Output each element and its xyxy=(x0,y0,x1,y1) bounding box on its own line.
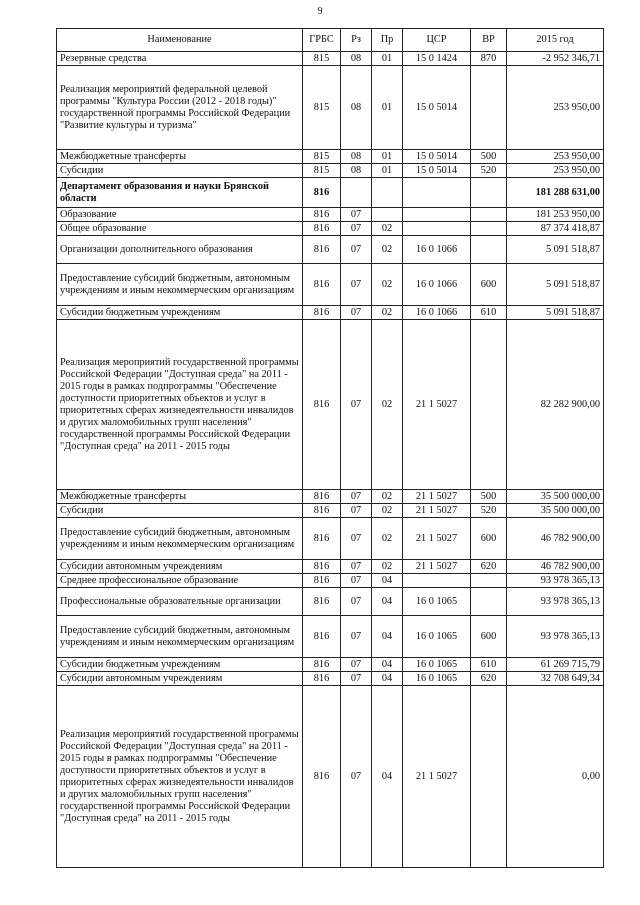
cell-pr: 02 xyxy=(372,222,403,236)
cell-amount: 35 500 000,00 xyxy=(507,490,604,504)
cell-vr: 500 xyxy=(471,490,507,504)
table-row xyxy=(57,574,604,588)
cell-pr: 04 xyxy=(372,574,403,588)
cell-csr: 16 0 1065 xyxy=(403,672,471,686)
cell-csr xyxy=(403,208,471,222)
cell-grbs: 816 xyxy=(303,672,341,686)
cell-vr: 600 xyxy=(471,264,507,306)
cell-amount: 181 288 631,00 xyxy=(507,178,604,208)
cell-csr xyxy=(403,574,471,588)
cell-name: Организации дополнительного образования xyxy=(57,236,303,264)
cell-vr xyxy=(471,222,507,236)
cell-pr: 02 xyxy=(372,320,403,490)
cell-amount: 5 091 518,87 xyxy=(507,236,604,264)
cell-vr: 620 xyxy=(471,560,507,574)
table-row xyxy=(57,178,604,208)
cell-vr xyxy=(471,320,507,490)
cell-pr: 04 xyxy=(372,658,403,672)
cell-csr: 21 1 5027 xyxy=(403,320,471,490)
cell-vr: 870 xyxy=(471,52,507,66)
cell-amount: 0,00 xyxy=(507,686,604,868)
cell-vr xyxy=(471,208,507,222)
cell-csr: 21 1 5027 xyxy=(403,490,471,504)
col-header-vr: ВР xyxy=(471,29,507,52)
table-row xyxy=(57,264,604,306)
cell-name: Субсидии бюджетным учреждениям xyxy=(57,658,303,672)
cell-name: Субсидии xyxy=(57,504,303,518)
cell-name: Предоставление субсидий бюджетным, автономным учреждениям и иным некоммерческим организациям xyxy=(57,616,303,658)
table-row xyxy=(57,208,604,222)
cell-name: Предоставление субсидий бюджетным, автономным учреждениям и иным некоммерческим организациям xyxy=(57,264,303,306)
cell-grbs: 815 xyxy=(303,66,341,150)
table-row xyxy=(57,306,604,320)
cell-grbs: 815 xyxy=(303,164,341,178)
cell-name: Предоставление субсидий бюджетным, автономным учреждениям и иным некоммерческим организациям xyxy=(57,518,303,560)
cell-grbs: 815 xyxy=(303,150,341,164)
cell-name: Субсидии автономным учреждениям xyxy=(57,560,303,574)
cell-grbs: 816 xyxy=(303,306,341,320)
cell-amount: 5 091 518,87 xyxy=(507,264,604,306)
cell-name: Реализация мероприятий федеральной целевой программы "Культура России (2012 - 2018 годы)" государственной программы Российской Федерации "Развитие культуры и туризма" xyxy=(57,66,303,150)
cell-amount: 253 950,00 xyxy=(507,150,604,164)
cell-amount: -2 952 346,71 xyxy=(507,52,604,66)
cell-csr xyxy=(403,178,471,208)
table-row xyxy=(57,504,604,518)
cell-amount: 181 253 950,00 xyxy=(507,208,604,222)
cell-rz: 07 xyxy=(341,616,372,658)
cell-rz: 07 xyxy=(341,264,372,306)
table-row xyxy=(57,672,604,686)
cell-amount: 93 978 365,13 xyxy=(507,588,604,616)
cell-vr xyxy=(471,66,507,150)
cell-vr xyxy=(471,574,507,588)
cell-pr: 04 xyxy=(372,616,403,658)
cell-amount: 5 091 518,87 xyxy=(507,306,604,320)
cell-name: Субсидии бюджетным учреждениям xyxy=(57,306,303,320)
table-row xyxy=(57,66,604,150)
cell-amount: 253 950,00 xyxy=(507,164,604,178)
table-row xyxy=(57,52,604,66)
cell-vr: 610 xyxy=(471,306,507,320)
cell-grbs: 816 xyxy=(303,178,341,208)
table-row xyxy=(57,658,604,672)
cell-csr: 15 0 1424 xyxy=(403,52,471,66)
cell-pr: 02 xyxy=(372,306,403,320)
cell-grbs: 816 xyxy=(303,574,341,588)
cell-vr: 500 xyxy=(471,150,507,164)
cell-rz: 07 xyxy=(341,588,372,616)
table-row xyxy=(57,320,604,490)
cell-rz: 07 xyxy=(341,208,372,222)
cell-amount: 87 374 418,87 xyxy=(507,222,604,236)
cell-vr: 610 xyxy=(471,658,507,672)
cell-vr: 620 xyxy=(471,672,507,686)
cell-name: Межбюджетные трансферты xyxy=(57,150,303,164)
cell-amount: 32 708 649,34 xyxy=(507,672,604,686)
budget-table xyxy=(56,28,604,868)
cell-rz: 07 xyxy=(341,222,372,236)
col-header-grbs: ГРБС xyxy=(303,29,341,52)
cell-name: Субсидии xyxy=(57,164,303,178)
cell-name: Реализация мероприятий государственной программы Российской Федерации "Доступная среда" на 2011 - 2015 годы в рамках подпрограммы "Обеспечение доступности приоритетных объектов и услуг в приоритетных сферах жизнедеятельности инвалидов и других маломобильных групп населения" государственной программы Российской Федерации "Доступная среда" на 2011 - 2015 годы xyxy=(57,686,303,868)
cell-name: Резервные средства xyxy=(57,52,303,66)
table-row xyxy=(57,222,604,236)
cell-pr: 04 xyxy=(372,588,403,616)
cell-grbs: 816 xyxy=(303,616,341,658)
col-header-rz: Рз xyxy=(341,29,372,52)
cell-grbs: 816 xyxy=(303,222,341,236)
cell-rz: 07 xyxy=(341,686,372,868)
cell-pr: 02 xyxy=(372,518,403,560)
cell-amount: 253 950,00 xyxy=(507,66,604,150)
cell-rz: 07 xyxy=(341,306,372,320)
page-number: 9 xyxy=(317,6,323,17)
table-row xyxy=(57,560,604,574)
cell-csr: 21 1 5027 xyxy=(403,560,471,574)
cell-vr xyxy=(471,178,507,208)
cell-rz: 08 xyxy=(341,164,372,178)
cell-name: Межбюджетные трансферты xyxy=(57,490,303,504)
cell-name: Департамент образования и науки Брянской области xyxy=(57,178,303,208)
cell-csr: 15 0 5014 xyxy=(403,66,471,150)
cell-rz: 07 xyxy=(341,574,372,588)
cell-grbs: 816 xyxy=(303,504,341,518)
cell-rz: 08 xyxy=(341,52,372,66)
cell-grbs: 816 xyxy=(303,236,341,264)
table-row xyxy=(57,588,604,616)
cell-grbs: 816 xyxy=(303,320,341,490)
cell-grbs: 816 xyxy=(303,518,341,560)
table-header-row xyxy=(57,29,604,52)
cell-vr: 600 xyxy=(471,518,507,560)
cell-pr: 01 xyxy=(372,164,403,178)
cell-grbs: 816 xyxy=(303,686,341,868)
table-row xyxy=(57,518,604,560)
cell-name: Образование xyxy=(57,208,303,222)
cell-vr: 520 xyxy=(471,504,507,518)
cell-name: Профессиональные образовательные организации xyxy=(57,588,303,616)
cell-rz: 07 xyxy=(341,236,372,264)
cell-rz: 07 xyxy=(341,320,372,490)
cell-grbs: 816 xyxy=(303,264,341,306)
cell-pr: 02 xyxy=(372,560,403,574)
cell-vr: 600 xyxy=(471,616,507,658)
cell-vr: 520 xyxy=(471,164,507,178)
cell-grbs: 816 xyxy=(303,658,341,672)
cell-amount: 61 269 715,79 xyxy=(507,658,604,672)
cell-csr: 21 1 5027 xyxy=(403,504,471,518)
cell-pr: 02 xyxy=(372,264,403,306)
table-row xyxy=(57,236,604,264)
cell-pr xyxy=(372,208,403,222)
cell-grbs: 816 xyxy=(303,588,341,616)
cell-csr xyxy=(403,222,471,236)
cell-vr xyxy=(471,236,507,264)
cell-csr: 15 0 5014 xyxy=(403,164,471,178)
cell-pr xyxy=(372,178,403,208)
cell-vr xyxy=(471,588,507,616)
table-row xyxy=(57,616,604,658)
cell-amount: 93 978 365,13 xyxy=(507,574,604,588)
table-row xyxy=(57,490,604,504)
cell-grbs: 816 xyxy=(303,560,341,574)
cell-rz: 07 xyxy=(341,672,372,686)
cell-pr: 01 xyxy=(372,150,403,164)
cell-amount: 46 782 900,00 xyxy=(507,518,604,560)
cell-csr: 16 0 1065 xyxy=(403,658,471,672)
cell-csr: 21 1 5027 xyxy=(403,686,471,868)
cell-amount: 82 282 900,00 xyxy=(507,320,604,490)
col-header-amount: 2015 год xyxy=(507,29,604,52)
cell-pr: 02 xyxy=(372,236,403,264)
cell-rz xyxy=(341,178,372,208)
cell-name: Среднее профессиональное образование xyxy=(57,574,303,588)
col-header-pr: Пр xyxy=(372,29,403,52)
cell-rz: 07 xyxy=(341,518,372,560)
table-row xyxy=(57,686,604,868)
cell-name: Субсидии автономным учреждениям xyxy=(57,672,303,686)
cell-rz: 08 xyxy=(341,66,372,150)
cell-rz: 07 xyxy=(341,504,372,518)
cell-csr: 16 0 1066 xyxy=(403,306,471,320)
cell-pr: 01 xyxy=(372,52,403,66)
cell-csr: 16 0 1065 xyxy=(403,588,471,616)
cell-grbs: 816 xyxy=(303,208,341,222)
cell-csr: 15 0 5014 xyxy=(403,150,471,164)
cell-amount: 93 978 365,13 xyxy=(507,616,604,658)
cell-rz: 07 xyxy=(341,560,372,574)
cell-grbs: 816 xyxy=(303,490,341,504)
cell-name: Общее образование xyxy=(57,222,303,236)
col-header-csr: ЦСР xyxy=(403,29,471,52)
cell-grbs: 815 xyxy=(303,52,341,66)
cell-amount: 35 500 000,00 xyxy=(507,504,604,518)
cell-csr: 16 0 1066 xyxy=(403,236,471,264)
cell-csr: 21 1 5027 xyxy=(403,518,471,560)
cell-pr: 02 xyxy=(372,504,403,518)
cell-pr: 01 xyxy=(372,66,403,150)
cell-name: Реализация мероприятий государственной программы Российской Федерации "Доступная среда" на 2011 - 2015 годы в рамках подпрограммы "Обеспечение доступности приоритетных объектов и услуг в приоритетных сферах жизнедеятельности инвалидов и других маломобильных групп населения" государственной программы Российской Федерации "Доступная среда" на 2011 - 2015 годы xyxy=(57,320,303,490)
cell-pr: 04 xyxy=(372,686,403,868)
cell-csr: 16 0 1065 xyxy=(403,616,471,658)
cell-rz: 07 xyxy=(341,490,372,504)
table-row xyxy=(57,150,604,164)
cell-pr: 04 xyxy=(372,672,403,686)
cell-csr: 16 0 1066 xyxy=(403,264,471,306)
cell-pr: 02 xyxy=(372,490,403,504)
cell-amount: 46 782 900,00 xyxy=(507,560,604,574)
table-row xyxy=(57,164,604,178)
cell-vr xyxy=(471,686,507,868)
cell-rz: 08 xyxy=(341,150,372,164)
cell-rz: 07 xyxy=(341,658,372,672)
col-header-name: Наименование xyxy=(57,29,303,52)
